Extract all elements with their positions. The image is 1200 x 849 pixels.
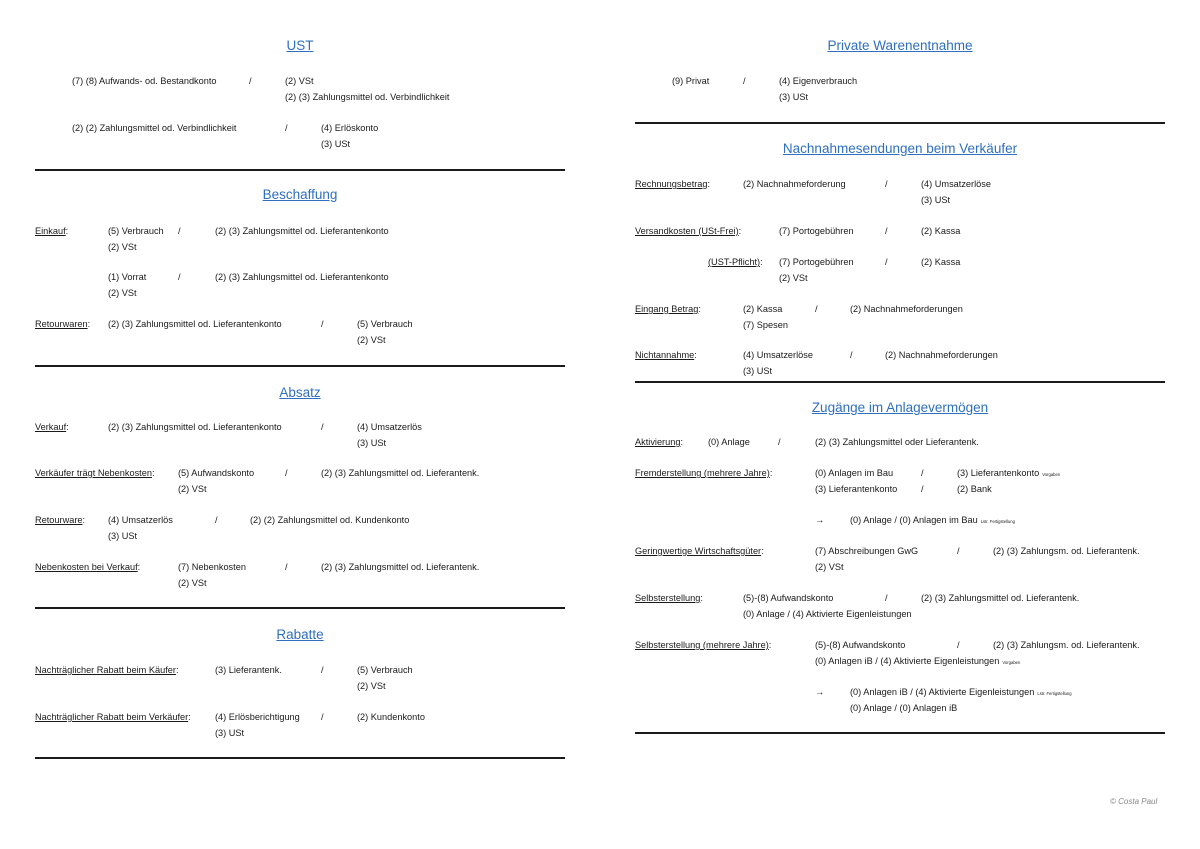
eingang-betrag-label: Eingang Betrag: xyxy=(635,304,701,314)
arrow-icon: → xyxy=(815,687,825,697)
versandkosten-pflicht-slash: / xyxy=(885,257,888,267)
nebenkosten-credit: (2) (3) Zahlungsmittel od. Lieferantenk. xyxy=(321,468,480,478)
fremderstellung-slash-1: / xyxy=(921,468,924,478)
einkauf-1-debit-1: (5) Verbrauch xyxy=(108,226,164,236)
fremderstellung-slash-2: / xyxy=(921,484,924,494)
retourwaren-credit-2: (2) VSt xyxy=(357,335,386,345)
section-title-absatz: Absatz xyxy=(279,385,321,400)
einkauf-2-slash: / xyxy=(178,272,181,282)
nebenkosten-verkauf-debit-2: (2) VSt xyxy=(178,578,207,588)
selbsterstellung-mehrjahre-credit: (2) (3) Zahlungsm. od. Lieferantenk. xyxy=(993,640,1140,650)
section-divider xyxy=(635,381,1165,383)
section-divider xyxy=(35,757,565,759)
privat-credit-1: (4) Eigenverbrauch xyxy=(779,76,858,86)
section-title-privat: Private Warenentnahme xyxy=(827,38,973,53)
aktivierung-slash: / xyxy=(778,437,781,447)
section-title-nachnahme: Nachnahmesendungen beim Verkäufer xyxy=(782,141,1018,156)
nebenkosten-label: Verkäufer trägt Nebenkosten: xyxy=(35,468,155,478)
versandkosten-pflicht-debit-1: (7) Portogebühren xyxy=(779,257,854,267)
fremderstellung-credit-1: (3) Lieferantenkonto Vorgaben xyxy=(957,468,1061,478)
versandkosten-pflicht-debit-2: (2) VSt xyxy=(779,273,808,283)
ust-r2-credit-2: (3) USt xyxy=(321,139,351,149)
nichtannahme-debit-1: (4) Umsatzerlöse xyxy=(743,350,813,360)
gwg-credit: (2) (3) Zahlungsm. od. Lieferantenk. xyxy=(993,546,1140,556)
rabatt-verkaeufer-slash: / xyxy=(321,712,324,722)
section-divider xyxy=(35,607,565,609)
selbsterstellung-mehrjahre-final-1: (0) Anlagen iB / (4) Aktivierte Eigenleistungen Lstr. Fertigstellung xyxy=(850,687,1072,697)
aktivierung-debit: (0) Anlage xyxy=(708,437,750,447)
section-title-ust: UST xyxy=(286,38,314,53)
selbsterstellung-mehrjahre-label: Selbsterstellung (mehrere Jahre): xyxy=(635,640,772,650)
gwg-debit-1: (7) Abschreibungen GwG xyxy=(815,546,919,556)
aktivierung-label: Aktivierung: xyxy=(635,437,684,447)
rabatt-kaeufer-credit-2: (2) VSt xyxy=(357,681,386,691)
rechnungsbetrag-credit-1: (4) Umsatzerlöse xyxy=(921,179,991,189)
rabatt-verkaeufer-debit-2: (3) USt xyxy=(215,728,245,738)
eingang-betrag-slash: / xyxy=(815,304,818,314)
retourwaren-debit: (2) (3) Zahlungsmittel od. Lieferantenkonto xyxy=(108,319,282,329)
privat-credit-2: (3) USt xyxy=(779,92,809,102)
nebenkosten-verkauf-label: Nebenkosten bei Verkauf: xyxy=(35,562,141,572)
retourware-slash: / xyxy=(215,515,218,525)
nebenkosten-debit-1: (5) Aufwandskonto xyxy=(178,468,255,478)
gwg-debit-2: (2) VSt xyxy=(815,562,844,572)
gwg-slash: / xyxy=(957,546,960,556)
retourware-debit-1: (4) Umsatzerlös xyxy=(108,515,173,525)
nichtannahme-credit: (2) Nachnahmeforderungen xyxy=(885,350,998,360)
versandkosten-label: Versandkosten (USt-Frei): xyxy=(635,226,742,236)
eingang-betrag-debit-1: (2) Kassa xyxy=(743,304,783,314)
einkauf-2-credit: (2) (3) Zahlungsmittel od. Lieferantenkonto xyxy=(215,272,389,282)
arrow-icon: → xyxy=(815,515,825,525)
selbsterstellung-mehrjahre-debit-1: (5)-(8) Aufwandskonto xyxy=(815,640,906,650)
nichtannahme-slash: / xyxy=(850,350,853,360)
versandkosten-credit: (2) Kassa xyxy=(921,226,961,236)
verkauf-credit-2: (3) USt xyxy=(357,438,387,448)
section-divider xyxy=(35,169,565,171)
versandkosten-pflicht-credit: (2) Kassa xyxy=(921,257,961,267)
einkauf-label: Einkauf: xyxy=(35,226,69,236)
selbsterstellung-credit: (2) (3) Zahlungsmittel od. Lieferantenk. xyxy=(921,593,1080,603)
nichtannahme-label: Nichtannahme: xyxy=(635,350,697,360)
section-title-rabatte: Rabatte xyxy=(276,627,324,642)
nebenkosten-slash: / xyxy=(285,468,288,478)
retourware-label: Retourware: xyxy=(35,515,86,525)
rabatt-kaeufer-credit-1: (5) Verbrauch xyxy=(357,665,413,675)
rabatt-verkaeufer-label: Nachträglicher Rabatt beim Verkäufer: xyxy=(35,712,191,722)
einkauf-1-slash: / xyxy=(178,226,181,236)
selbsterstellung-mehrjahre-slash: / xyxy=(957,640,960,650)
einkauf-2-debit-2: (2) VSt xyxy=(108,288,137,298)
rabatt-kaeufer-slash: / xyxy=(321,665,324,675)
versandkosten-debit: (7) Portogebühren xyxy=(779,226,854,236)
section-title-anlage: Zugänge im Anlagevermögen xyxy=(811,400,989,415)
rabatt-verkaeufer-debit-1: (4) Erlösberichtigung xyxy=(215,712,300,722)
ust-r1-debit: (7) (8) Aufwands- od. Bestandkonto xyxy=(72,76,217,86)
gwg-label: Geringwertige Wirtschaftsgüter: xyxy=(635,546,764,556)
fremderstellung-final: (0) Anlage / (0) Anlagen im Bau Lstr. Fertigstellung xyxy=(850,515,1015,525)
eingang-betrag-credit: (2) Nachnahmeforderungen xyxy=(850,304,963,314)
section-divider xyxy=(635,732,1165,734)
fremderstellung-debit-1: (0) Anlagen im Bau xyxy=(815,468,894,478)
selbsterstellung-mehrjahre-final-2: (0) Anlage / (0) Anlagen iB xyxy=(850,703,958,713)
ust-r1-slash: / xyxy=(249,76,252,86)
verkauf-label: Verkauf: xyxy=(35,422,69,432)
privat-debit: (9) Privat xyxy=(672,76,710,86)
ust-r1-credit-1: (2) VSt xyxy=(285,76,314,86)
selbsterstellung-debit-1: (5)-(8) Aufwandskonto xyxy=(743,593,834,603)
aktivierung-credit: (2) (3) Zahlungsmittel oder Lieferantenk. xyxy=(815,437,979,447)
selbsterstellung-mehrjahre-line-2: (0) Anlagen iB / (4) Aktivierte Eigenleistungen Vorgaben xyxy=(815,656,1021,666)
nichtannahme-debit-2: (3) USt xyxy=(743,366,773,376)
selbsterstellung-label: Selbsterstellung: xyxy=(635,593,703,603)
einkauf-1-credit: (2) (3) Zahlungsmittel od. Lieferantenkonto xyxy=(215,226,389,236)
privat-slash: / xyxy=(743,76,746,86)
selbsterstellung-slash: / xyxy=(885,593,888,603)
versandkosten-pflicht-label: (UST-Pflicht): xyxy=(708,257,763,267)
retourwaren-slash: / xyxy=(321,319,324,329)
footer-credit: © Costa Paul xyxy=(1110,797,1158,806)
verkauf-credit-1: (4) Umsatzerlös xyxy=(357,422,422,432)
rechnungsbetrag-debit: (2) Nachnahmeforderung xyxy=(743,179,846,189)
ust-r1-credit-2: (2) (3) Zahlungsmittel od. Verbindlichkeit xyxy=(285,92,450,102)
verkauf-slash: / xyxy=(321,422,324,432)
retourwaren-label: Retourwaren: xyxy=(35,319,91,329)
eingang-betrag-debit-2: (7) Spesen xyxy=(743,320,788,330)
nebenkosten-verkauf-slash: / xyxy=(285,562,288,572)
einkauf-1-debit-2: (2) VSt xyxy=(108,242,137,252)
ust-r2-credit-1: (4) Erlöskonto xyxy=(321,123,379,133)
retourware-debit-2: (3) USt xyxy=(108,531,138,541)
ust-r2-slash: / xyxy=(285,123,288,133)
rabatt-kaeufer-label: Nachträglicher Rabatt beim Käufer: xyxy=(35,665,179,675)
rechnungsbetrag-label: Rechnungsbetrag: xyxy=(635,179,711,189)
nebenkosten-verkauf-debit-1: (7) Nebenkosten xyxy=(178,562,246,572)
verkauf-debit: (2) (3) Zahlungsmittel od. Lieferantenkonto xyxy=(108,422,282,432)
fremderstellung-credit-2: (2) Bank xyxy=(957,484,992,494)
einkauf-2-debit-1: (1) Vorrat xyxy=(108,272,147,282)
section-title-beschaffung: Beschaffung xyxy=(262,187,338,202)
fremderstellung-label: Fremderstellung (mehrere Jahre): xyxy=(635,468,773,478)
versandkosten-slash: / xyxy=(885,226,888,236)
selbsterstellung-line-2: (0) Anlage / (4) Aktivierte Eigenleistungen xyxy=(743,609,912,619)
rabatt-kaeufer-debit: (3) Lieferantenk. xyxy=(215,665,282,675)
retourware-credit: (2) (2) Zahlungsmittel od. Kundenkonto xyxy=(250,515,410,525)
section-divider xyxy=(635,122,1165,124)
retourwaren-credit-1: (5) Verbrauch xyxy=(357,319,413,329)
ust-r2-debit: (2) (2) Zahlungsmittel od. Verbindlichkeit xyxy=(72,123,237,133)
nebenkosten-verkauf-credit: (2) (3) Zahlungsmittel od. Lieferantenk. xyxy=(321,562,480,572)
fremderstellung-debit-2: (3) Lieferantenkonto xyxy=(815,484,898,494)
nebenkosten-debit-2: (2) VSt xyxy=(178,484,207,494)
rechnungsbetrag-credit-2: (3) USt xyxy=(921,195,951,205)
rechnungsbetrag-slash: / xyxy=(885,179,888,189)
rabatt-verkaeufer-credit: (2) Kundenkonto xyxy=(357,712,425,722)
section-divider xyxy=(35,365,565,367)
